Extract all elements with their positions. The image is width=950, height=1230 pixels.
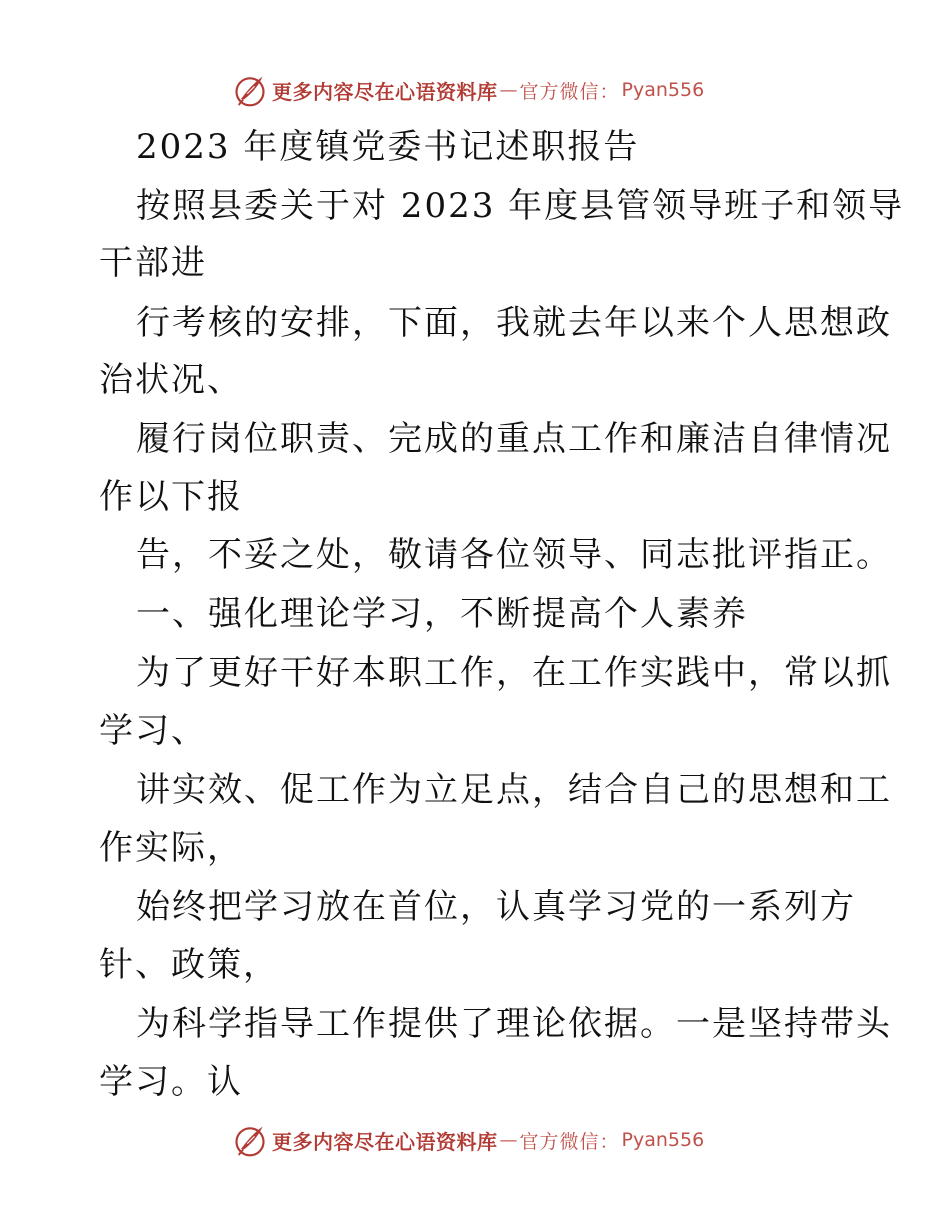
paragraph-line: 治状况、 xyxy=(99,360,243,400)
paragraph-line: 按照县委关于对 2023 年度县管领导班子和领导 xyxy=(136,186,905,226)
watermark-dash: — xyxy=(499,79,518,101)
document-title: 2023 年度镇党委书记述职报告 xyxy=(136,127,640,167)
footer-watermark xyxy=(232,1120,704,1160)
paragraph-line: 针、政策， xyxy=(99,945,279,985)
watermark-dash: — xyxy=(499,1129,518,1151)
section-heading: 一、强化理论学习，不断提高个人素养 xyxy=(136,594,748,634)
watermark-wechat-id: Pyan556 xyxy=(621,79,705,101)
paragraph-line: 干部进 xyxy=(99,243,207,283)
watermark-wechat-label: 官方微信： xyxy=(519,80,620,103)
paragraph-line: 始终把学习放在首位，认真学习党的一系列方 xyxy=(136,887,856,927)
paragraph-line: 学习、 xyxy=(99,711,207,751)
header-watermark xyxy=(232,70,704,110)
watermark-site-text: 更多内容尽在心语资料库 xyxy=(272,1129,498,1154)
watermark-site-text: 更多内容尽在心语资料库 xyxy=(272,79,498,104)
watermark-wechat-id: Pyan556 xyxy=(621,1129,705,1151)
paragraph-line: 履行岗位职责、完成的重点工作和廉洁自律情况 xyxy=(136,419,892,459)
quill-pen-logo-icon xyxy=(232,72,268,108)
watermark-wechat-label: 官方微信： xyxy=(519,1130,620,1153)
paragraph-line: 作实际， xyxy=(99,828,243,868)
paragraph-line: 讲实效、促工作为立足点，结合自己的思想和工 xyxy=(136,770,892,810)
paragraph-line: 作以下报 xyxy=(99,477,243,517)
quill-pen-logo-icon xyxy=(232,1122,268,1158)
paragraph-line: 学习。认 xyxy=(99,1062,243,1102)
paragraph-line: 为科学指导工作提供了理论依据。一是坚持带头 xyxy=(136,1004,892,1044)
paragraph-line: 行考核的安排，下面，我就去年以来个人思想政 xyxy=(136,303,892,343)
paragraph-line: 为了更好干好本职工作，在工作实践中，常以抓 xyxy=(136,653,892,693)
paragraph-line: 告，不妥之处，敬请各位领导、同志批评指正。 xyxy=(136,535,892,575)
